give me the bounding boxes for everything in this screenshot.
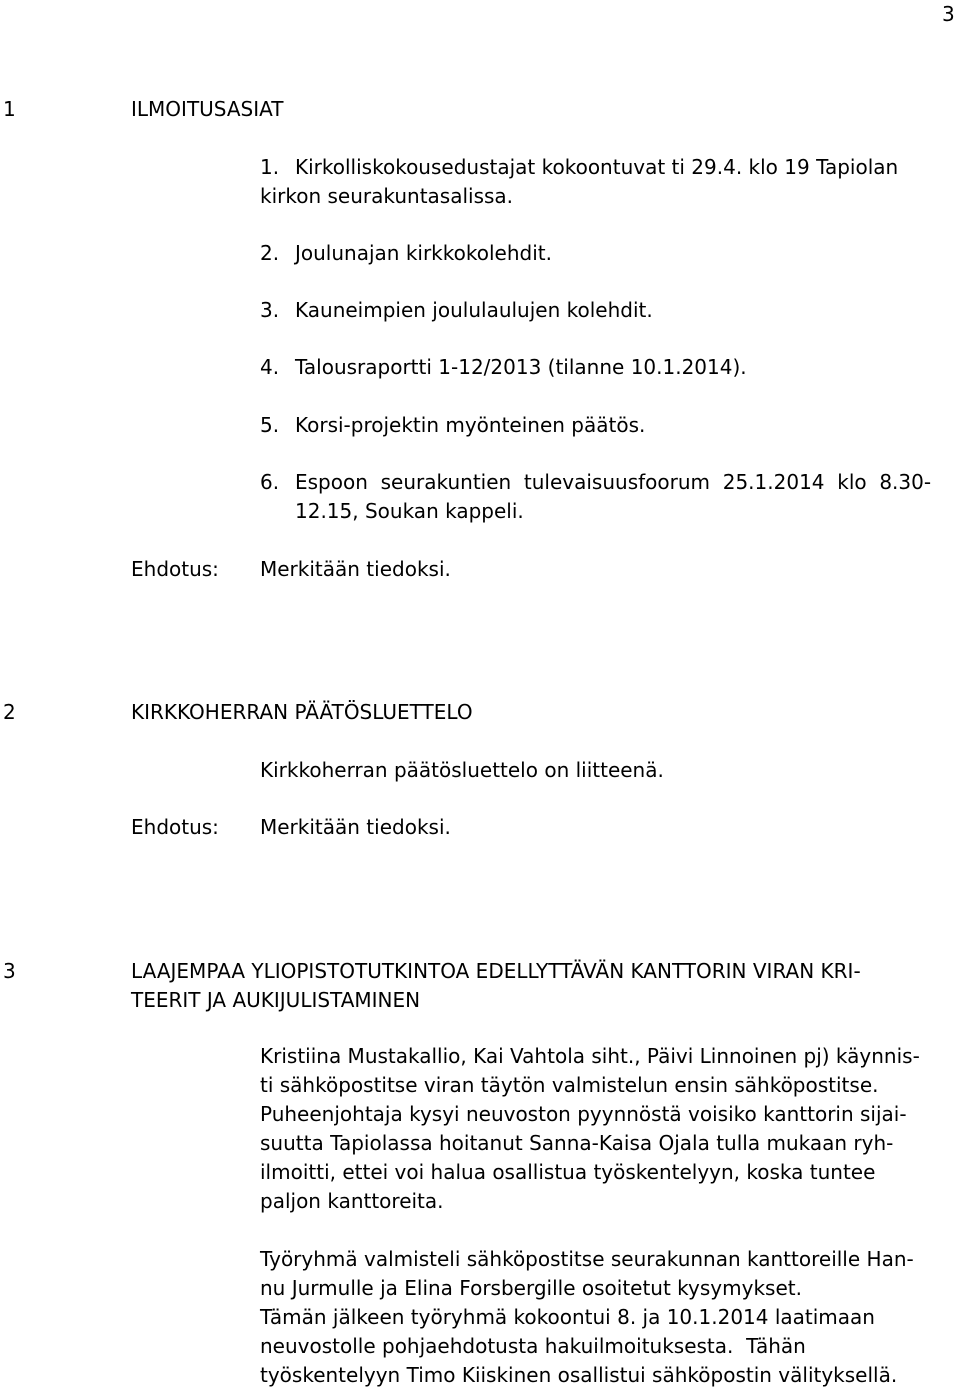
item-1-number: 1. (260, 155, 280, 179)
item-1-line-2: kirkon seurakuntasalissa. (260, 184, 514, 208)
section-3-para1-line-3: Puheenjohtaja kysyi neuvoston pyynnöstä voisiko kanttorin sijai- (260, 1102, 907, 1126)
item-5-number: 5. (260, 413, 280, 437)
section-2-title: KIRKKOHERRAN PÄÄTÖSLUETTELO (131, 700, 473, 724)
section-3-para2-line-5: työskentelyyn Timo Kiiskinen osallistui sähköpostin välityksellä. (260, 1363, 898, 1387)
section-2-body: Kirkkoherran päätösluettelo on liitteenä. (260, 758, 664, 782)
item-5-line-1: Korsi-projektin myönteinen päätös. (295, 413, 646, 437)
section-1-proposal-label: Ehdotus: (131, 557, 219, 581)
item-4-number: 4. (260, 355, 280, 379)
section-3-para2-line-1: Työryhmä valmisteli sähköpostitse seurakunnan kanttoreille Han- (260, 1247, 914, 1271)
item-3-number: 3. (260, 298, 280, 322)
section-1-title: ILMOITUSASIAT (131, 97, 284, 121)
item-2-number: 2. (260, 241, 280, 265)
page-number: 3 (942, 2, 955, 26)
item-6-number: 6. (260, 470, 280, 494)
section-3-para1-line-2: ti sähköpostitse viran täytön valmistelun ensin sähköpostitse. (260, 1073, 879, 1097)
section-2-proposal-text: Merkitään tiedoksi. (260, 815, 451, 839)
section-3-para2-line-2: nu Jurmulle ja Elina Forsbergille osoitetut kysymykset. (260, 1276, 802, 1300)
section-3-para1-line-5: ilmoitti, ettei voi halua osallistua työskentelyyn, koska tuntee (260, 1160, 876, 1184)
section-1-number: 1 (3, 97, 16, 121)
item-2-line-1: Joulunajan kirkkokolehdit. (295, 241, 552, 265)
item-6-line-1: Espoon seurakuntien tulevaisuusfoorum 25.1.2014 klo 8.30- (295, 470, 932, 494)
section-3-title-line-2: TEERIT JA AUKIJULISTAMINEN (131, 988, 421, 1012)
section-3-para1-line-4: suutta Tapiolassa hoitanut Sanna-Kaisa Ojala tulla mukaan ryh- (260, 1131, 894, 1155)
section-3-title-line-1: LAAJEMPAA YLIOPISTOTUTKINTOA EDELLYTTÄVÄN KANTTORIN VIRAN KRI- (131, 959, 861, 983)
section-3-number: 3 (3, 959, 16, 983)
section-3-para1-line-1: Kristiina Mustakallio, Kai Vahtola siht., Päivi Linnoinen pj) käynnis- (260, 1044, 920, 1068)
section-3-para2-line-4: neuvostolle pohjaehdotusta hakuilmoituksesta. Tähän (260, 1334, 806, 1358)
item-4-line-1: Talousraportti 1-12/2013 (tilanne 10.1.2014). (295, 355, 747, 379)
section-1-proposal-text: Merkitään tiedoksi. (260, 557, 451, 581)
item-6-line-2: 12.15, Soukan kappeli. (295, 499, 524, 523)
item-3-line-1: Kauneimpien joululaulujen kolehdit. (295, 298, 653, 322)
section-3-para2-line-3: Tämän jälkeen työryhmä kokoontui 8. ja 10.1.2014 laatimaan (260, 1305, 875, 1329)
section-3-para1-line-6: paljon kanttoreita. (260, 1189, 444, 1213)
section-2-number: 2 (3, 700, 16, 724)
item-1-line-1: Kirkolliskokousedustajat kokoontuvat ti 29.4. klo 19 Tapiolan (295, 155, 899, 179)
section-2-proposal-label: Ehdotus: (131, 815, 219, 839)
